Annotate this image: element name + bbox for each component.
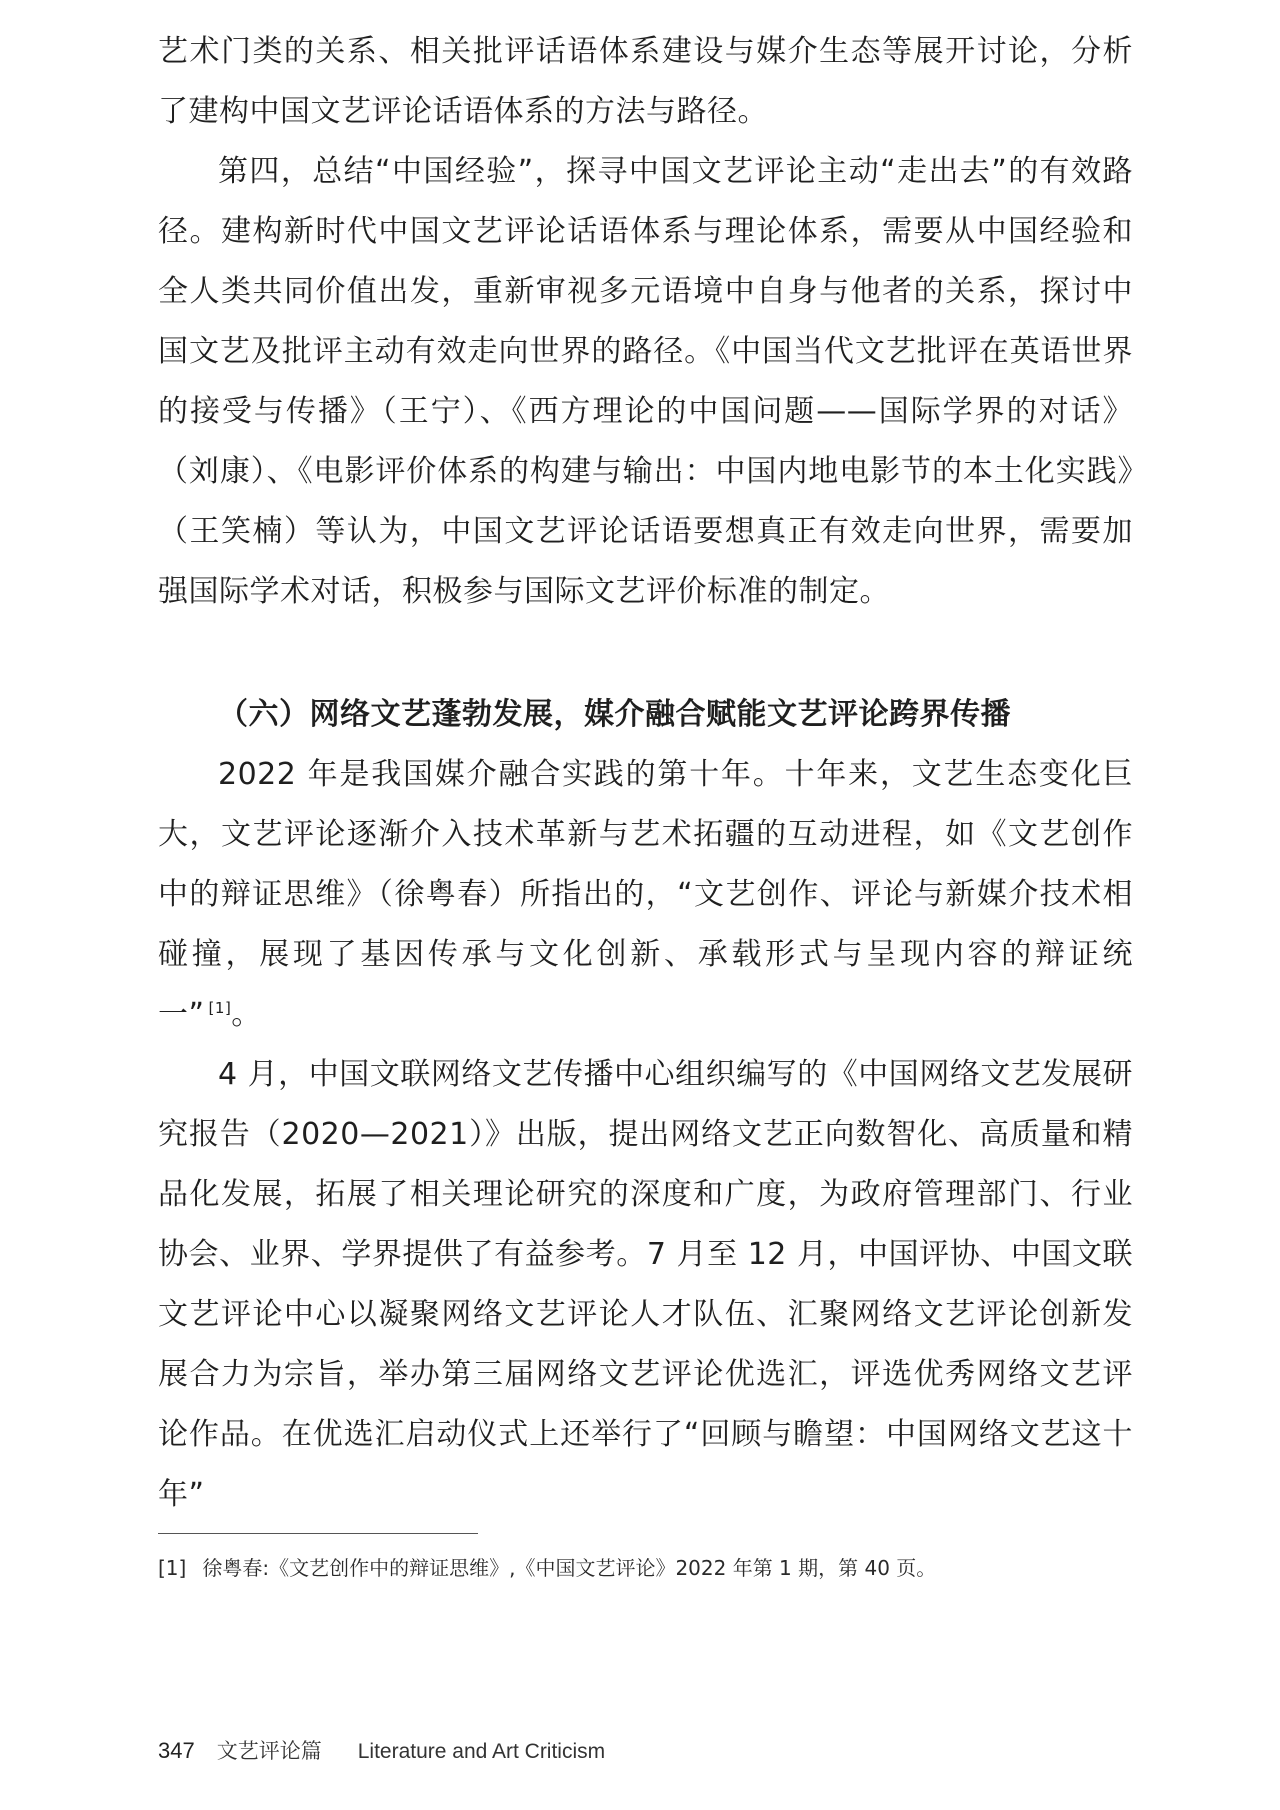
footnote (158, 1553, 936, 1583)
footnote-text: 徐粤春:《文艺创作中的辩证思维》,《中国文艺评论》2022 年第 1 期，第 40 页。 (202, 1556, 937, 1580)
footnote-divider (158, 1533, 478, 1534)
page-number: 347 (158, 1738, 195, 1763)
footer-section-cn: 文艺评论篇 (216, 1739, 322, 1763)
footer-section-en: Literature and Art Criticism (357, 1740, 606, 1763)
section-heading: （六）网络文艺蓬勃发展，媒介融合赋能文艺评论跨界传播 (218, 697, 1011, 732)
page-footer (158, 1736, 605, 1767)
paragraph-fourth-point: 第四，总结“中国经验”，探寻中国文艺评论主动“走出去”的有效路径。建构新时代中国文艺评论话语体系与理论体系，需要从中国经验和全人类共同价值出发，重新审视多元语境中自身与他者的关系，探讨中国文艺及批评主动有效走向世界的路径。《中国当代文艺批评在英语世界的接受与传播》（王宁）、《西方理论的中国问题——国际学界的对话》（刘康）、《电影评价体系的构建与输出：中国内地电影节的本土化实践》（王笑楠）等认为，中国文艺评论话语要想真正有效走向世界，需要加强国际学术对话，积极参与国际文艺评价标准的制定。 (158, 154, 1133, 609)
footnote-marker: [1] (158, 1556, 187, 1580)
body-text (158, 22, 1133, 1525)
paragraph-media-end: 。 (231, 997, 262, 1032)
paragraph-media-text: 2022 年是我国媒介融合实践的第十年。十年来，文艺生态变化巨大，文艺评论逐渐介入技术革新与艺术拓疆的互动进程，如《文艺创作中的辩证思维》（徐粤春）所指出的，“文艺创作、评论与新媒介技术相碰撞，展现了基因传承与文化创新、承载形式与呈现内容的辩证统一” (158, 757, 1133, 1032)
footnote-reference[interactable]: [1] (208, 999, 232, 1017)
paragraph-continued: 艺术门类的关系、相关批评话语体系建设与媒介生态等展开讨论，分析了建构中国文艺评论话语体系的方法与路径。 (158, 34, 1133, 129)
paragraph-april-report: 4 月，中国文联网络文艺传播中心组织编写的《中国网络文艺发展研究报告（2020—2021）》出版，提出网络文艺正向数智化、高质量和精品化发展，拓展了相关理论研究的深度和广度，为政府管理部门、行业协会、业界、学界提供了有益参考。7 月至 12 月，中国评协、中国文联文艺评论中心以凝聚网络文艺评论人才队伍、汇聚网络文艺评论创新发展合力为宗旨，举办第三届网络文艺评论优选汇，评选优秀网络文艺评论作品。在优选汇启动仪式上还举行了“回顾与瞻望：中国网络文艺这十年” (158, 1057, 1133, 1512)
paragraph-media-convergence (158, 745, 1133, 1045)
